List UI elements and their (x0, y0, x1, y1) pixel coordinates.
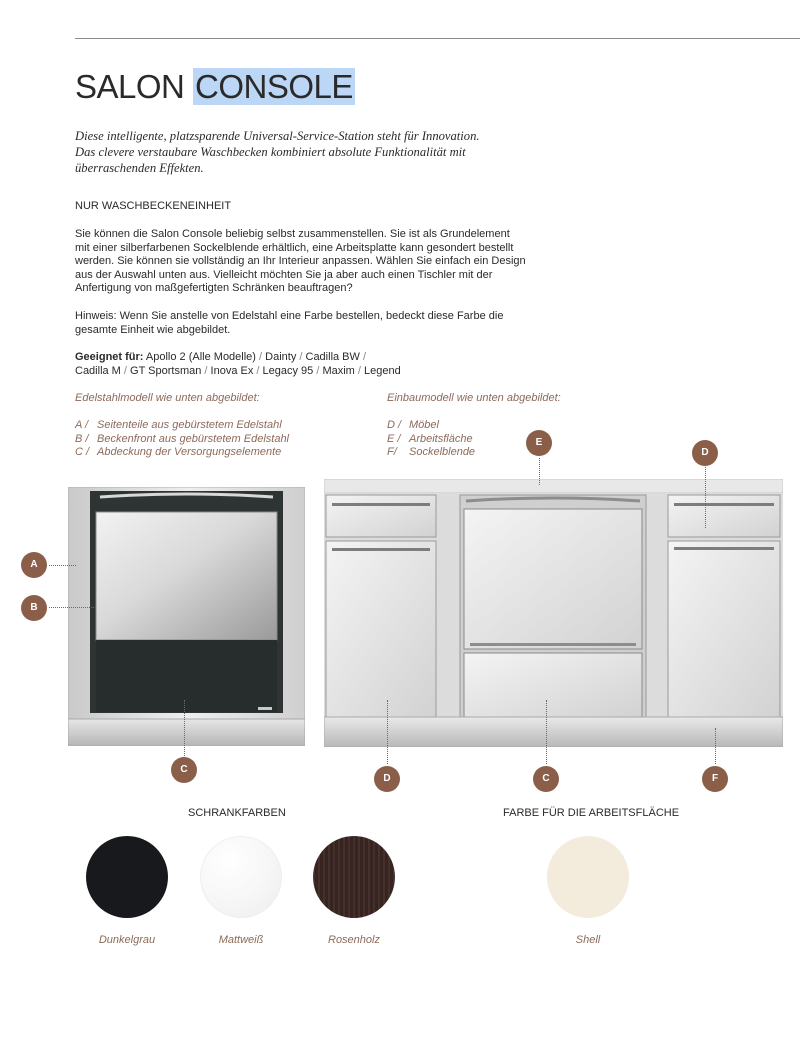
caption-key: D / (387, 419, 402, 431)
suitable-models (75, 351, 555, 378)
note-paragraph (75, 310, 555, 337)
worktop-colors-title: FARBE FÜR DIE ARBEITSFLÄCHE (503, 807, 680, 819)
swatch-label: Mattweiß (218, 934, 264, 946)
paragraph-line: werden. Sie können sie vollständig an Ihr Interieur anpassen. Wählen Sie einfach ein Design (75, 255, 526, 268)
paragraph-line: Hinweis: Wenn Sie anstelle von Edelstahl eine Farbe bestellen, bedeckt diese Farbe die (75, 310, 504, 322)
model-separator: / (313, 364, 323, 377)
suitable-line-1 (75, 351, 555, 365)
caption-key: C / (75, 446, 90, 459)
caption-item (75, 446, 289, 460)
description-paragraph (75, 228, 555, 296)
model-name: GT Sportsman (130, 364, 202, 377)
model-name: Apollo 2 (Alle Modelle) (145, 351, 256, 363)
leader-d-top (705, 466, 706, 528)
top-rule (75, 38, 800, 39)
built-in-unit-image (324, 479, 783, 747)
model-name: Cadilla BW (305, 351, 360, 363)
model-separator: / (359, 351, 367, 363)
leader-d-bottom (387, 700, 388, 766)
model-separator: / (120, 364, 131, 377)
right-caption-list (387, 419, 475, 460)
marker-c-right: C (533, 766, 559, 792)
page-title (75, 66, 355, 108)
stainless-unit-image (68, 487, 305, 746)
caption-item (75, 419, 289, 433)
title-part-1: SALON (75, 68, 194, 105)
intro-line: Das clevere verstaubare Waschbecken kombiniert absolute Funktionalität mit (75, 145, 466, 159)
cabinet-colors-title: SCHRANKFARBEN (188, 807, 286, 819)
caption-text: Abdeckung der Versorgungselemente (97, 446, 282, 459)
title-part-2-highlighted[interactable]: CONSOLE (195, 68, 353, 105)
model-separator: / (296, 351, 306, 363)
marker-c-left: C (171, 757, 197, 783)
caption-item (387, 446, 475, 460)
swatch-label: Shell (575, 934, 601, 946)
model-name: Cadilla M (75, 364, 121, 377)
marker-e: E (526, 430, 552, 456)
marker-d-bottom: D (374, 766, 400, 792)
intro-line: überraschenden Effekten. (75, 161, 204, 175)
model-separator: / (201, 364, 211, 377)
right-caption-title: Einbaumodell wie unten abgebildet: (387, 392, 561, 404)
marker-f: F (702, 766, 728, 792)
leader-c-right (546, 700, 547, 766)
leader-f (715, 728, 716, 766)
leader-c-left (184, 700, 185, 758)
caption-text: Seitenteile aus gebürstetem Edelstahl (97, 419, 282, 431)
model-separator: / (253, 364, 263, 377)
intro-text (75, 128, 535, 176)
suitable-label: Geeignet für: (75, 351, 144, 363)
caption-item (75, 433, 289, 447)
left-caption-title: Edelstahlmodell wie unten abgebildet: (75, 392, 260, 404)
caption-key: A / (75, 419, 89, 431)
section-title: NUR WASCHBECKENEINHEIT (75, 200, 232, 212)
caption-text: Sockelblende (409, 446, 476, 459)
stainless-unit-drawing (68, 487, 305, 746)
swatch-label: Dunkelgrau (98, 934, 156, 946)
caption-text: Möbel (409, 419, 439, 431)
leader-e (539, 455, 540, 485)
model-separator: / (354, 364, 365, 377)
caption-key: E / (387, 432, 401, 445)
swatch-rosenholz[interactable] (313, 836, 395, 918)
model-separator: / (255, 351, 266, 363)
caption-item (387, 433, 475, 447)
swatch-dunkelgrau[interactable] (86, 836, 168, 918)
paragraph-line: gesamte Einheit wie abgebildet. (75, 323, 231, 336)
caption-text: Beckenfront aus gebürstetem Edelstahl (97, 432, 290, 445)
swatch-shell[interactable] (547, 836, 629, 918)
left-caption-list (75, 419, 289, 460)
model-name: Inova Ex (210, 364, 254, 377)
swatch-mattweiss[interactable] (200, 836, 282, 918)
suitable-line-2 (75, 365, 555, 379)
marker-b: B (21, 595, 47, 621)
caption-key: B / (75, 432, 89, 445)
marker-a: A (21, 552, 47, 578)
model-name: Legend (364, 364, 401, 377)
swatch-label: Rosenholz (328, 934, 380, 946)
paragraph-line: Sie können die Salon Console beliebig selbst zusammenstellen. Sie ist als Grundelement (75, 228, 510, 240)
leader-a (46, 565, 76, 566)
caption-key: F/ (387, 446, 397, 459)
paragraph-line: aus der Auswahl unten aus. Vielleicht möchten Sie ja aber auch einen Tischler mit der (75, 268, 493, 281)
marker-d-top: D (692, 440, 718, 466)
model-name: Dainty (265, 351, 297, 363)
model-name: Legacy 95 (262, 364, 314, 377)
built-in-unit-drawing (324, 479, 783, 747)
paragraph-line: mit einer silberfarbenen Sockelblende erhältlich, eine Arbeitsplatte kann gesondert bestellt (75, 241, 514, 254)
model-name: Maxim (322, 364, 355, 377)
intro-line: Diese intelligente, platzsparende Universal-Service-Station steht für Innovation. (75, 129, 480, 143)
paragraph-line: Anfertigung von maßgefertigten Schränken beauftragen? (75, 282, 353, 295)
leader-b (46, 607, 96, 608)
caption-text: Arbeitsfläche (409, 432, 473, 445)
caption-item (387, 419, 475, 433)
